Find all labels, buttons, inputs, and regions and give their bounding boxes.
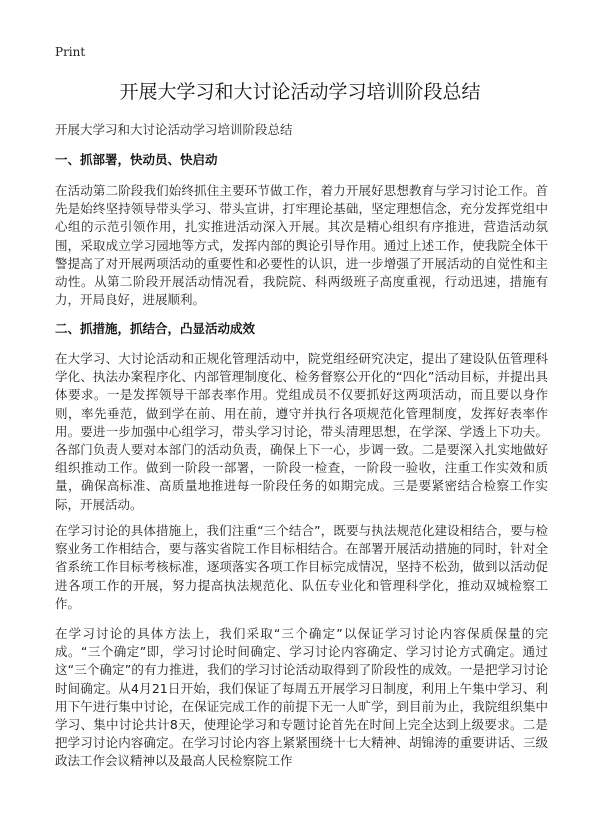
paragraph: 在活动第二阶段我们始终抓住主要环节做工作，着力开展好思想教育与学习讨论工作。首先是始终坚持领导带头学习、带头宣讲，打牢理论基础，坚定理想信念，充分发挥党组中心组的示范引领作用，扎实推进活动深入开展。其次是精心组织有序推进，营造活动氛围，采取成立学习园地等方式，发挥内部的舆论引导作用。通过上述工作，使我院全体干警提高了对开展两项活动的重要性和必要性的认识，进一步增强了开展活动的自觉性和主动性。从第二阶段开展活动情况看，我院院、科两级班子高度重视，行动迅速，措施有力，开局良好，进展顺利。 — [55, 183, 548, 308]
section-heading-1: 一、抓部署，快动员、快启动 — [55, 152, 218, 167]
document-subtitle: 开展大学习和大讨论活动学习培训阶段总结 — [55, 122, 293, 137]
print-link[interactable]: Print — [55, 45, 86, 59]
paragraph: 在学习讨论的具体措施上，我们注重“三个结合”，既要与执法规范化建设相结合，要与检察业务工作相结合，要与落实省院工作目标相结合。在部署开展活动措施的同时，针对全省系统工作目标考核标准，逐项落实各项工作目标完成情况，坚持不松劲，做到以活动促进各项工作的开展，努力提高执法规范化、队伍专业化和管理科学化，推动双城检察工作。 — [55, 523, 548, 611]
paragraph: 在学习讨论的具体方法上，我们采取“三个确定”以保证学习讨论内容保质保量的完成。“三个确定”即，学习讨论时间确定、学习讨论内容确定、学习讨论方式确定。通过这“三个确定”的有力推进，我们的学习讨论活动取得到了阶段性的成效。一是把学习讨论时间确定。从4月21日开始，我们保证了每周五开展学习日制度，利用上午集中学习、利用下午进行集中讨论，在保证完成工作的前提下无一人旷学，到目前为止，我院组织集中学习、集中讨论共计8天，使理论学习和专题讨论首先在时间上完全达到上级要求。二是把学习讨论内容确定。在学习讨论内容上紧紧围绕十七大精神、胡锦涛的重要讲话、三级政法工作会议精神以及最高人民检察院工作 — [55, 626, 548, 769]
section-heading-2: 二、抓措施，抓结合，凸显活动成效 — [55, 321, 256, 336]
page-title: 开展大学习和大讨论活动学习培训阶段总结 — [119, 81, 481, 103]
paragraph: 在大学习、大讨论活动和正规化管理活动中，院党组经研究决定，提出了建设队伍管理科学化、执法办案程序化、内部管理制度化、检务督察公开化的“四化”活动目标，并提出具体要求。一是发挥领导干部表率作用。党组成员不仅要抓好这两项活动，而且要以身作则，率先垂范，做到学在前、用在前，遵守并执行各项规范化管理制度，发挥好表率作用。要进一步加强中心组学习，带头学习讨论，带头清理思想，在学深、学透上下功夫。各部门负责人要对本部门的活动负责，确保上下一心，步调一致。二是要深入扎实地做好组织推动工作。做到一阶段一部署，一阶段一检查，一阶段一验收，注重工作实效和质量，确保高标准、高质量地推进每一阶段任务的如期完成。三是要紧密结合检察工作实际，开展活动。 — [55, 351, 548, 512]
